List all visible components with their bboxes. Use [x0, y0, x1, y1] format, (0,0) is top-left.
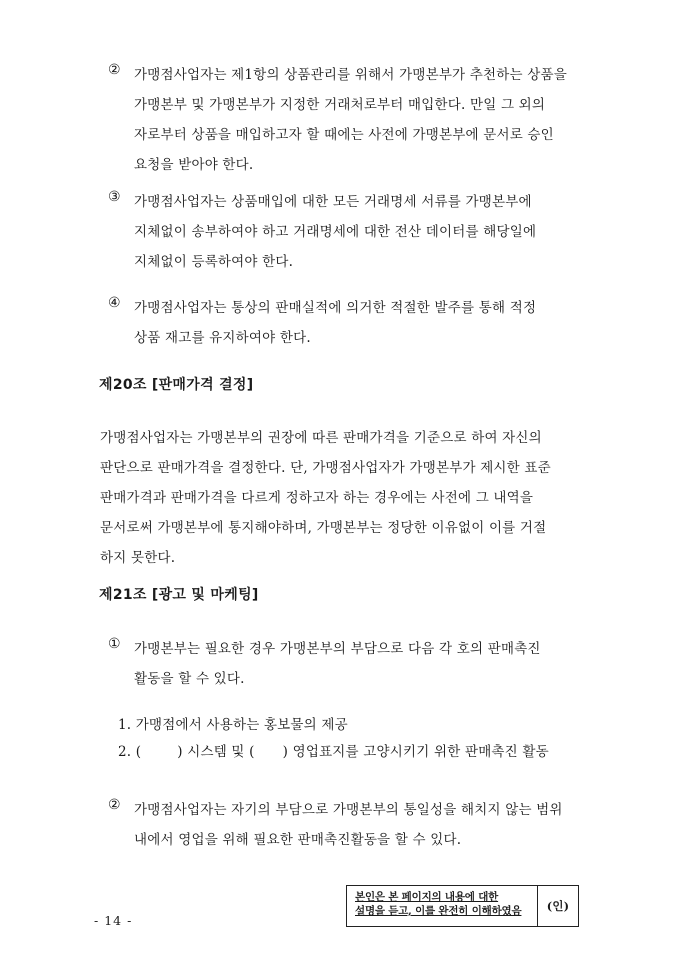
paragraph-21-2: [134, 795, 580, 855]
paragraph-marker: ②: [108, 797, 121, 813]
confirmation-box: [346, 885, 579, 927]
text-line: 활동을 할 수 있다.: [134, 671, 245, 687]
text-line: 지체없이 등록하여야 한다.: [134, 254, 294, 270]
text-line: 가맹점사업자는 상품매입에 대한 모든 거래명세 서류를 가맹본부에: [134, 194, 532, 210]
text-line: 가맹본부는 필요한 경우 가맹본부의 부담으로 다음 각 호의 판매촉진: [134, 641, 541, 657]
text-line: 판단으로 판매가격을 결정한다. 단, 가맹점사업자가 가맹본부가 제시한 표준: [100, 460, 551, 476]
article-20-body: [100, 423, 580, 573]
page-number: - 14 -: [94, 913, 133, 928]
text-line: 하지 못한다.: [100, 550, 176, 566]
text-line: 내에서 영업을 위해 필요한 판매촉진활동을 할 수 있다.: [134, 832, 462, 848]
text-line: 지체없이 송부하여야 하고 거래명세에 대한 전산 데이터를 해당일에: [134, 224, 537, 240]
paragraph-marker: ①: [108, 636, 121, 652]
text-line: 자로부터 상품을 매입하고자 할 때에는 사전에 가맹본부에 문서로 승인: [134, 127, 554, 143]
seal-field[interactable]: (인): [546, 899, 570, 913]
text-line: 가맹점사업자는 제1항의 상품관리를 위해서 가맹본부가 추천하는 상품을: [134, 67, 567, 83]
paragraph-19-2: [134, 60, 580, 180]
paragraph-marker: ②: [108, 62, 121, 78]
text-line: 가맹점사업자는 통상의 판매실적에 의거한 적절한 발주를 통해 적정: [134, 300, 537, 316]
text-line: 가맹점사업자는 자기의 부담으로 가맹본부의 통일성을 해치지 않는 범위: [134, 802, 563, 818]
confirmation-text: [347, 886, 538, 926]
text-line: 문서로써 가맹본부에 통지해야하며, 가맹본부는 정당한 이유없이 이를 거절: [100, 520, 547, 536]
confirmation-line: 본인은 본 페이지의 내용에 대한: [355, 891, 499, 903]
paragraph-marker: ④: [108, 295, 121, 311]
list-item: [118, 713, 348, 733]
list-item-text: ) 시스템 및 (: [177, 744, 255, 760]
paragraph-21-1: [134, 634, 580, 694]
text-line: 요청을 받아야 한다.: [134, 157, 254, 173]
article-20-heading: 제20조 [판매가격 결정]: [99, 377, 254, 393]
paragraph-19-3: [134, 187, 580, 277]
list-item-text: 2. (: [118, 744, 142, 760]
text-line: 가맹본부 및 가맹본부가 지정한 거래처로부터 매입한다. 만일 그 외의: [134, 97, 546, 113]
list-item-text: 1. 가맹점에서 사용하는 홍보물의 제공: [118, 717, 348, 733]
paragraph-marker: ③: [108, 189, 121, 205]
article-21-heading: 제21조 [광고 및 마케팅]: [99, 587, 259, 603]
list-item: [118, 740, 549, 760]
text-line: 판매가격과 판매가격을 다르게 정하고자 하는 경우에는 사전에 그 내역을: [100, 490, 534, 506]
list-item-text: ) 영업표지를 고양시키기 위한 판매촉진 활동: [282, 744, 549, 760]
confirmation-line: 설명을 듣고, 이를 완전히 이해하였음: [355, 905, 522, 917]
text-line: 상품 재고를 유지하여야 한다.: [134, 330, 311, 346]
text-line: 가맹점사업자는 가맹본부의 권장에 따른 판매가격을 기준으로 하여 자신의: [100, 430, 542, 446]
paragraph-19-4: [134, 293, 580, 353]
